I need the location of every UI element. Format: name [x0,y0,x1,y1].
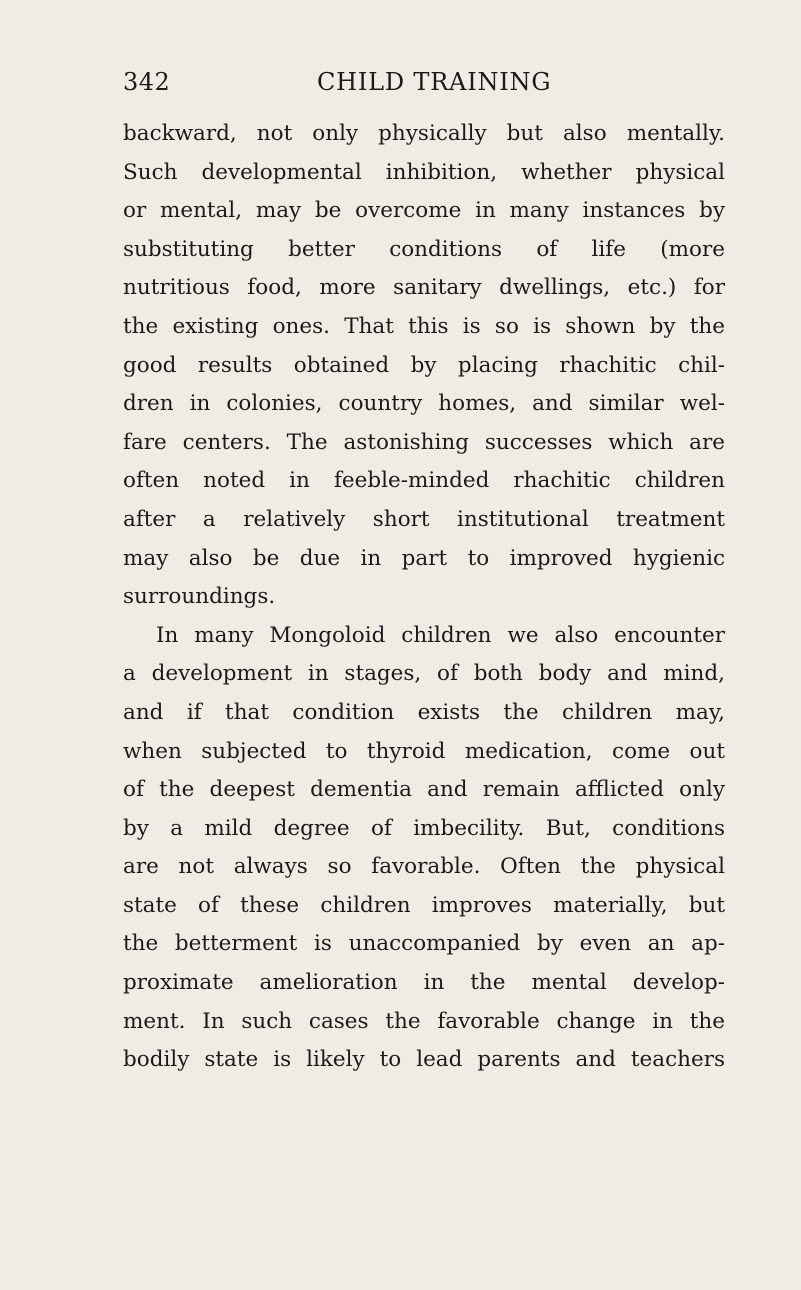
text-line: or mental, may be overcome in many instances by [123,198,725,224]
body-text [123,115,725,1080]
text-line: substituting better conditions of life (more [123,236,725,262]
text-line-paragraph-end: surroundings. [123,584,276,610]
text-line: Such developmental inhibition, whether physical [123,159,725,185]
text-line: nutritious food, more sanitary dwellings, etc.) for [123,275,725,301]
text-line: often noted in feeble-minded rhachitic children [123,468,725,494]
text-line: and if that condition exists the children may, [123,699,725,725]
text-line: the existing ones. That this is so is shown by the [123,313,725,339]
text-line: the betterment is unaccompanied by even an ap- [123,931,725,957]
text-line-paragraph-start: In many Mongoloid children we also encounter [156,622,725,648]
text-line: state of these children improves materially, but [123,892,725,918]
running-title: CHILD TRAINING [317,68,552,96]
text-line: proximate amelioration in the mental develop- [123,970,725,996]
text-line: by a mild degree of imbecility. But, conditions [123,815,725,841]
text-line: after a relatively short institutional treatment [123,506,725,532]
page-number: 342 [123,68,171,96]
text-line: good results obtained by placing rhachitic chil- [123,352,725,378]
text-line: bodily state is likely to lead parents and teachers [123,1047,725,1073]
text-line: when subjected to thyroid medication, come out [123,738,725,764]
running-head [123,68,725,116]
text-line: a development in stages, of both body and mind, [123,661,725,687]
text-line: may also be due in part to improved hygienic [123,545,725,571]
text-line: dren in colonies, country homes, and similar wel- [123,391,725,417]
text-line: ment. In such cases the favorable change in the [123,1008,725,1034]
text-line: of the deepest dementia and remain afflicted only [123,777,725,803]
text-line: are not always so favorable. Often the physical [123,854,725,880]
text-line: backward, not only physically but also mentally. [123,121,725,146]
text-line: fare centers. The astonishing successes which are [123,429,725,455]
